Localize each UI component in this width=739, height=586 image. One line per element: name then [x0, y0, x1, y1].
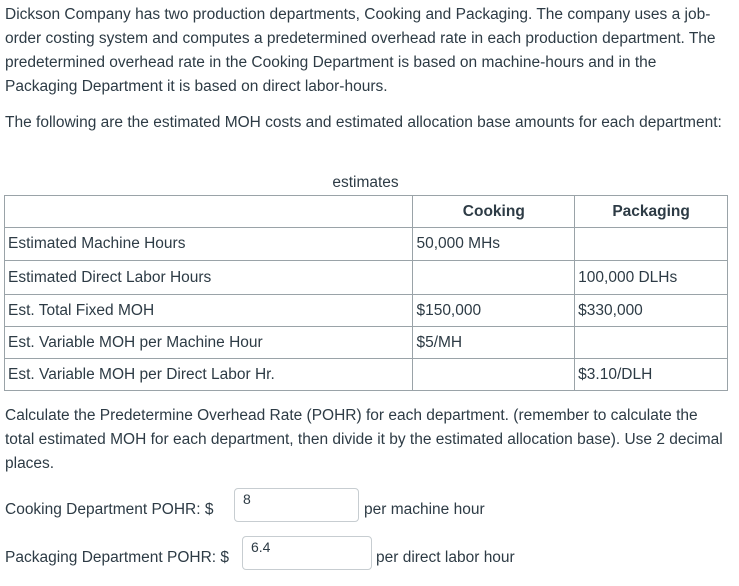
- header-packaging: Packaging: [575, 196, 728, 228]
- cooking-cell: $150,000: [413, 295, 575, 327]
- packaging-cell: [575, 228, 728, 261]
- header-blank: [5, 196, 413, 228]
- packaging-cell: [575, 327, 728, 359]
- cooking-pohr-label: Cooking Department POHR: $: [5, 501, 214, 518]
- row-label: Est. Variable MOH per Machine Hour: [5, 327, 413, 359]
- intro-paragraph-2: The following are the estimated MOH costs and estimated allocation base amounts for each department:: [5, 114, 722, 131]
- cooking-cell: [413, 359, 575, 391]
- cooking-cell: [413, 261, 575, 295]
- row-label: Est. Variable MOH per Direct Labor Hr.: [5, 359, 413, 391]
- table-row: [5, 327, 728, 359]
- table-row: [5, 261, 728, 295]
- packaging-cell: $330,000: [575, 295, 728, 327]
- cooking-pohr-input[interactable]: [234, 488, 359, 522]
- packaging-cell: $3.10/DLH: [575, 359, 728, 391]
- cooking-unit-label: per machine hour: [364, 501, 485, 518]
- row-label: Estimated Direct Labor Hours: [5, 261, 413, 295]
- packaging-unit-label: per direct labor hour: [376, 549, 515, 566]
- estimates-table: [4, 195, 728, 391]
- intro-paragraph-1: Dickson Company has two production departments, Cooking and Packaging. The company uses a job-order costing system and computes a predetermined overhead rate in each production department. The predetermined overhead rate in the Cooking Department is based on machine-hours and in the Packaging Department it is based on direct labor-hours.: [5, 6, 716, 95]
- table-row: [5, 228, 728, 261]
- packaging-cell: 100,000 DLHs: [575, 261, 728, 295]
- instructions-paragraph: Calculate the Predetermine Overhead Rate (POHR) for each department. (remember to calculate the total estimated MOH for each department, then divide it by the estimated allocation base). Use 2 decimal places.: [5, 407, 723, 472]
- header-cooking: Cooking: [413, 196, 575, 228]
- packaging-pohr-input[interactable]: [242, 536, 372, 570]
- table-row: [5, 359, 728, 391]
- table-header-row: [5, 196, 728, 228]
- table-caption: estimates: [332, 174, 399, 191]
- row-label: Est. Total Fixed MOH: [5, 295, 413, 327]
- cooking-cell: 50,000 MHs: [413, 228, 575, 261]
- row-label: Estimated Machine Hours: [5, 228, 413, 261]
- packaging-pohr-label: Packaging Department POHR: $: [5, 549, 229, 566]
- cooking-cell: $5/MH: [413, 327, 575, 359]
- table-row: [5, 295, 728, 327]
